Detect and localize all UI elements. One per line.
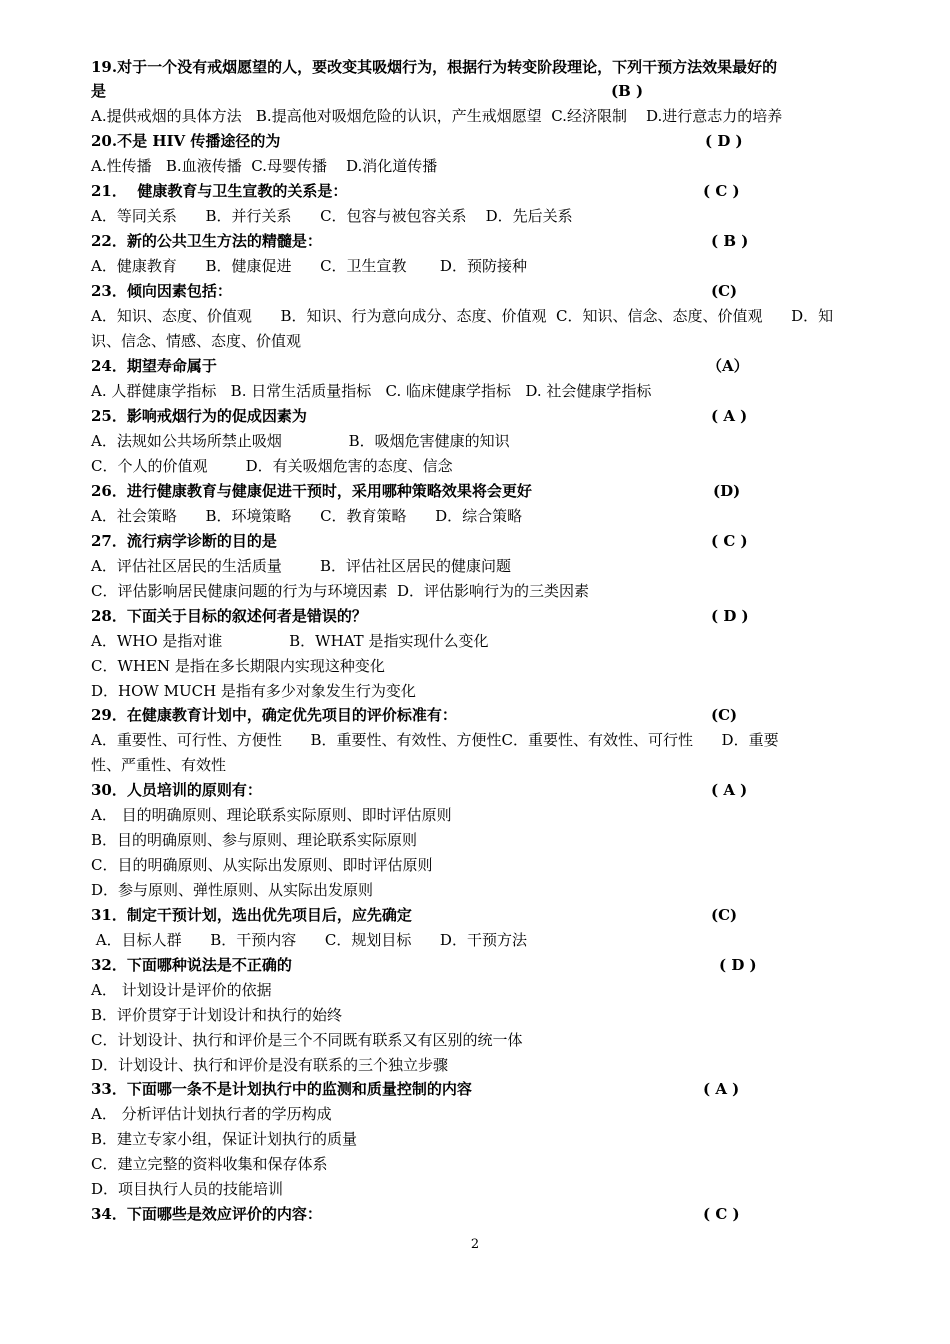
option-line: B．评价贯穿于计划设计和执行的始终 — [91, 1006, 343, 1024]
page-number: 2 — [470, 1237, 480, 1252]
answer-key: (C) — [711, 282, 738, 300]
question-stem: 29．在健康教育计划中，确定优先项目的评价标准有： (C) — [91, 703, 871, 727]
question-stem: 22．新的公共卫生方法的精髓是： ( B ) — [91, 229, 871, 253]
question-stem: 25．影响戒烟行为的促成因素为 ( A ) — [91, 404, 871, 428]
option-line: A.性传播 B.血液传播 C.母婴传播 D.消化道传播 — [91, 157, 438, 175]
option-line: A．知识、态度、价值观 B．知识、行为意向成分、态度、价值观 C．知识、信念、态度、价值观 D．知 — [91, 307, 834, 325]
option-line: A．等同关系 B．并行关系 C．包容与被包容关系 D．先后关系 — [91, 207, 573, 225]
option-line: A．评估社区居民的生活质量 B．评估社区居民的健康问题 — [91, 557, 512, 575]
option-line: B．目的明确原则、参与原则、理论联系实际原则 — [91, 831, 418, 849]
answer-key: ( C ) — [711, 532, 748, 550]
option-line: D．参与原则、弹性原则、从实际出发原则 — [91, 881, 374, 899]
option-line: C．评估影响居民健康问题的行为与环境因素 D．评估影响行为的三类因素 — [91, 582, 590, 600]
option-line: A.提供戒烟的具体方法 B.提高他对吸烟危险的认识，产生戒烟愿望 C.经济限制 D.进行意志力的培养 — [91, 107, 783, 125]
question-stem: 32．下面哪种说法是不正确的 ( D ) — [91, 953, 871, 977]
option-line: C．个人的价值观 D．有关吸烟危害的态度、信念 — [91, 457, 453, 475]
answer-key: (C) — [711, 906, 738, 924]
question-stem: 31．制定干预计划，选出优先项目后，应先确定 (C) — [91, 903, 871, 927]
question-stem: 34．下面哪些是效应评价的内容： ( C ) — [91, 1202, 871, 1226]
question-stem: 26．进行健康教育与健康促进干预时，采用哪种策略效果将会更好 (D) — [91, 479, 871, 503]
answer-key: ( D ) — [711, 607, 749, 625]
answer-key: ( C ) — [703, 182, 740, 200]
option-line: A．重要性、可行性、方便性 B．重要性、有效性、方便性C．重要性、有效性、可行性 D．重要 — [91, 731, 779, 749]
answer-key: （A） — [707, 357, 749, 375]
option-line: C．WHEN 是指在多长期限内实现这种变化 — [91, 657, 385, 675]
option-line: A．WHO 是指对谁 B．WHAT 是指实现什么变化 — [91, 632, 489, 650]
option-line: A．社会策略 B．环境策略 C．教育策略 D．综合策略 — [91, 507, 523, 525]
answer-key: ( A ) — [711, 781, 748, 799]
option-line: A．法规如公共场所禁止吸烟 B．吸烟危害健康的知识 — [91, 432, 510, 450]
option-line: C．建立完整的资料收集和保存体系 — [91, 1155, 328, 1173]
question-stem: 33．下面哪一条不是计划执行中的监测和质量控制的内容 ( A ) — [91, 1077, 871, 1101]
answer-key: (B ) — [611, 82, 644, 100]
option-line: C．目的明确原则、从实际出发原则、即时评估原则 — [91, 856, 433, 874]
option-line: A． 分析评估计划执行者的学历构成 — [91, 1105, 332, 1123]
question-stem: 30．人员培训的原则有： ( A ) — [91, 778, 871, 802]
answer-key: ( D ) — [719, 956, 757, 974]
option-line: A．目标人群 B．干预内容 C．规划目标 D．干预方法 — [91, 931, 527, 949]
option-line: A． 目的明确原则、理论联系实际原则、即时评估原则 — [91, 806, 452, 824]
option-line: A．健康教育 B．健康促进 C．卫生宣教 D．预防接种 — [91, 257, 527, 275]
answer-key: ( B ) — [711, 232, 749, 250]
option-line: D．HOW MUCH 是指有多少对象发生行为变化 — [91, 682, 416, 700]
option-line: D．计划设计、执行和评价是没有联系的三个独立步骤 — [91, 1056, 449, 1074]
question-stem: 是 (B ) — [91, 79, 871, 103]
answer-key: ( C ) — [703, 1205, 740, 1223]
question-stem: 27．流行病学诊断的目的是 ( C ) — [91, 529, 871, 553]
answer-key: ( D ) — [705, 132, 743, 150]
option-line: D．项目执行人员的技能培训 — [91, 1180, 284, 1198]
question-stem: 23．倾向因素包括： (C) — [91, 279, 871, 303]
option-line: 性、严重性、有效性 — [91, 756, 227, 774]
option-line: C．计划设计、执行和评价是三个不同既有联系又有区别的统一体 — [91, 1031, 523, 1049]
answer-key: (C) — [711, 706, 738, 724]
answer-key: ( A ) — [703, 1080, 740, 1098]
option-line: B．建立专家小组，保证计划执行的质量 — [91, 1130, 358, 1148]
option-line: 识、信念、情感、态度、价值观 — [91, 332, 302, 350]
answer-key: ( A ) — [711, 407, 748, 425]
question-stem: 20.不是 HIV 传播途径的为 ( D ) — [91, 129, 871, 153]
option-line: A． 计划设计是评价的依据 — [91, 981, 272, 999]
answer-key: (D) — [713, 482, 741, 500]
option-line: A. 人群健康学指标 B. 日常生活质量指标 C. 临床健康学指标 D. 社会健康学指标 — [91, 382, 652, 400]
question-stem: 24．期望寿命属于 （A） — [91, 354, 871, 378]
question-stem: 19.对于一个没有戒烟愿望的人，要改变其吸烟行为，根据行为转变阶段理论，下列干预方法效果最好的 — [91, 58, 778, 76]
question-stem: 28．下面关于目标的叙述何者是错误的？ ( D ) — [91, 604, 871, 628]
question-stem: 21． 健康教育与卫生宣教的关系是： ( C ) — [91, 179, 871, 203]
